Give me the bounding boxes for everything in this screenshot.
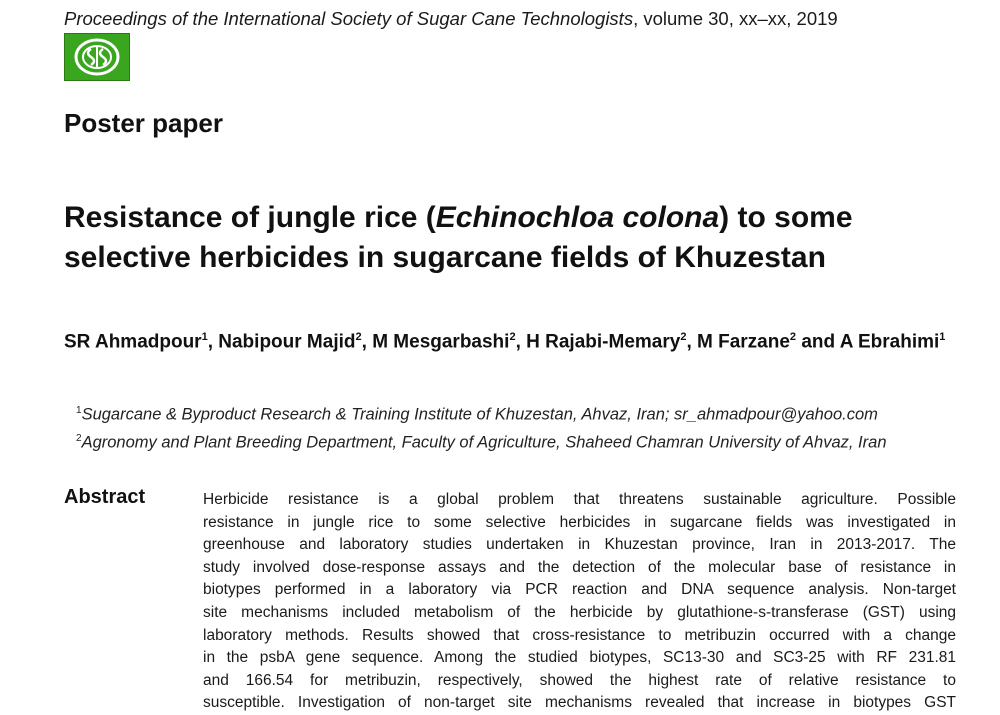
abstract-line: and 166.54 for metribuzin, respectively, showed the highest rate of relative resistance to — [203, 671, 956, 689]
abstract-line: Herbicide resistance is a global problem that threatens sustainable agriculture. Possible — [203, 491, 956, 508]
journal-citation — [64, 8, 838, 30]
author-affil-mark: 2 — [509, 331, 516, 343]
affiliation-mark: 2 — [76, 432, 82, 444]
author-affil-mark: 2 — [355, 331, 362, 343]
journal-volume: , volume 30, xx–xx, 2019 — [633, 8, 838, 29]
abstract-line: biotypes performed in a laboratory via PCR reaction and DNA sequence analysis. Non-target — [203, 581, 956, 599]
abstract-heading: Abstract — [64, 486, 146, 508]
abstract-line: greenhouse and laboratory studies undertaken in Khuzestan province, Iran in 2013-2017. The — [203, 536, 956, 554]
journal-name: Proceedings of the International Society of Sugar Cane Technologists — [64, 8, 634, 29]
author-list — [64, 324, 984, 355]
author-affil-mark: 1 — [201, 331, 208, 343]
abstract-line: site mechanisms included metabolism of the herbicide by glutathione-s-transferase (GST) using — [203, 603, 956, 621]
abstract-line: in the psbA gene sequence. Among the studied biotypes, SC13-30 and SC3-25 with RF 231.81 — [203, 649, 956, 667]
author-affil-mark: 2 — [680, 331, 687, 343]
author-separator: and — [796, 331, 840, 353]
author-name: Nabipour Majid — [218, 331, 356, 353]
affiliation-mark: 1 — [76, 405, 82, 416]
affiliation-2 — [76, 427, 976, 455]
paper-type: Poster paper — [64, 108, 223, 138]
title-part-2: ) to some selective herbicides in sugarcane fields of Khuzestan — [64, 201, 853, 274]
title-part-1: Resistance of jungle rice ( — [64, 201, 436, 234]
affiliation-1 — [76, 399, 976, 427]
issct-logo-icon — [64, 33, 130, 81]
abstract-line: study involved dose-response assays and the detection of the molecular base of resistance in — [203, 558, 956, 576]
author-affil-mark: 1 — [939, 331, 946, 343]
author-affil-mark: 2 — [789, 331, 797, 343]
abstract-line: susceptible. Investigation of non-target site mechanisms revealed that increase in biotypes GST — [203, 694, 956, 712]
author-name: M Mesgarbashi — [372, 331, 510, 353]
title-species: Echinochloa colona — [435, 201, 720, 234]
author-separator: , — [361, 331, 373, 353]
author-separator: , — [515, 331, 527, 353]
author-separator: , — [686, 331, 697, 353]
author-separator: , — [207, 331, 219, 353]
issct-logo-graphic — [65, 34, 129, 80]
affiliation-text: Agronomy and Plant Breeding Department, Faculty of Agriculture, Shaheed Chamran University of Ahvaz, Iran — [81, 433, 887, 451]
abstract-body — [203, 489, 956, 712]
affiliations — [76, 399, 976, 454]
author-name: A Ebrahimi — [839, 331, 940, 353]
paper-title — [64, 198, 984, 278]
author-name: H Rajabi-Memary — [526, 331, 681, 353]
author-name: M Farzane — [697, 331, 790, 353]
author-name: SR Ahmadpour — [64, 331, 202, 353]
abstract-line: laboratory methods. Results showed that cross-resistance to metribuzin occurred with a change — [203, 626, 956, 644]
abstract-line: resistance in jungle rice to some selective herbicides in sugarcane fields was investigated in — [203, 513, 956, 531]
affiliation-text: Sugarcane & Byproduct Research & Training Institute of Khuzestan, Ahvaz, Iran; sr_ahmadpour@yahoo.com — [81, 405, 878, 424]
